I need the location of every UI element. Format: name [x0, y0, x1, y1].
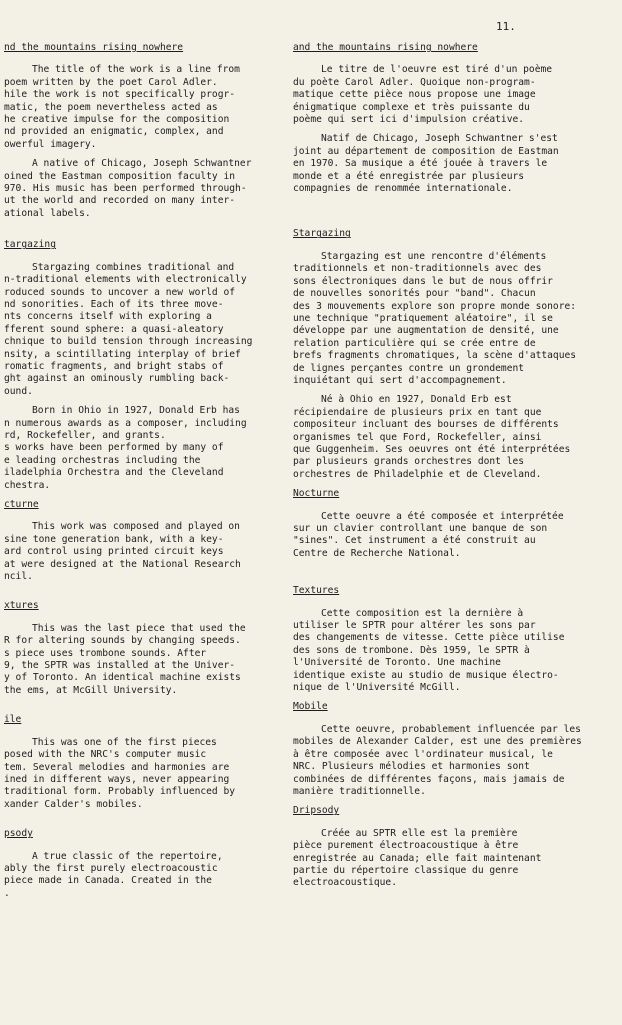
- section-stargazing-en: [4, 239, 290, 492]
- paragraph: The title of the work is a line from poem written by the poet Carol Adler. hile the work is not specifically progr- matic, the poem nevertheless acted as he creative impulse for the composition nd provided an enigmatic, complex, and owerful imagery.: [4, 64, 240, 150]
- section-heading: Nocturne: [293, 488, 340, 500]
- paragraph: Créée au SPTR elle est la première pièce purement électroacoustique à être enregistrée au Canada; elle fait maintenant partie du répertoire classique du genre electroacoustique.: [293, 827, 542, 889]
- paragraph: Né à Ohio en 1927, Donald Erb est récipiendaire de plusieurs prix en tant que compositeur incluant des bourses de différents organismes tel que Ford, Rockefeller, ainsi que Guggenheim. Ses oeuvres ont été interprétées par plusieurs grands orchestres dont les orchestres de Philadelphie et de Cleveland.: [293, 394, 571, 480]
- paragraph: A native of Chicago, Joseph Schwantner oined the Eastman composition faculty in 970. His music has been performed through- ut the world and recorded on many inter- ational labels.: [4, 158, 252, 219]
- section-stargazing-fr: [293, 228, 615, 481]
- paragraph: A true classic of the repertoire, ably the first purely electroacoustic piece made in Canada. Created in the .: [4, 850, 223, 899]
- section-heading: xtures: [4, 600, 39, 612]
- section-heading: nd the mountains rising nowhere: [4, 42, 184, 53]
- english-column: [0, 42, 290, 907]
- section-mountains-en: [4, 42, 290, 220]
- paragraph: Stargazing combines traditional and n-traditional elements with electronically roduced sounds to uncover a new world of nd sonorities. Each of its three move- nts concerns itself with exploring a fferent sound sphere: a quasi-aleatory chnique to build tension through increasing nsity, a scintillating interplay of brief romatic fragments, and bright stabs of ght against an ominously rumbling back- ound.: [4, 261, 253, 397]
- section-heading: psody: [4, 828, 33, 840]
- page-number: 11.: [496, 20, 516, 33]
- section-mobile-fr: [293, 701, 615, 798]
- paragraph: Cette oeuvre a été composée et interprétée sur un clavier controllant une banque de son "sines". Cet instrument a été construit au Centre de Recherche National.: [293, 510, 564, 559]
- section-mobile-en: [4, 714, 290, 811]
- section-dripsody-fr: [293, 805, 615, 889]
- section-heading: Mobile: [293, 701, 328, 713]
- paragraph: This was one of the first pieces posed with the NRC's computer music tem. Several melodies and harmonies are ined in different ways, never appearing traditional form. Probably influenced by xander Calder's mobiles.: [4, 736, 236, 810]
- section-textures-en: [4, 600, 290, 697]
- paragraph: This work was composed and played on sine tone generation bank, with a key- ard control using printed circuit keys at were designed at the National Research ncil.: [4, 521, 241, 583]
- paragraph: Born in Ohio in 1927, Donald Erb has n numerous awards as a composer, including rd, Rockefeller, and grants. s works have been performed by many of e leading orchestras including the iladelphia Orchestra and the Cleveland chestra.: [4, 405, 247, 491]
- section-heading: targazing: [4, 239, 56, 251]
- paragraph: Stargazing est une rencontre d'éléments traditionnels et non-traditionnels avec des sons électroniques dans le but de nous offrir de nouvelles sonorités pour "band". Chacun des 3 mouvements explore son propre monde sonore: une technique "pratiquement aléatoire", il se développe par une augmentation de densité, une relation particulière qui se crée entre de brefs fragments chromatiques, la scène d'attaques de lignes perçantes contre un grondement inquiétant qui sert d'accompagnement.: [293, 250, 577, 386]
- section-mountains-fr: [293, 42, 615, 195]
- paragraph: This was the last piece that used the R for altering sounds by changing speeds. s piece uses trombone sounds. After 9, the SPTR was installed at the Univer- y of Toronto. An identical machine exists the ems, at McGill University.: [4, 622, 246, 696]
- section-nocturne-fr: [293, 488, 615, 560]
- section-heading: Stargazing: [293, 228, 351, 240]
- section-dripsody-en: [4, 828, 290, 900]
- section-heading: cturne: [4, 499, 39, 510]
- paragraph: Le titre de l'oeuvre est tiré d'un poème du poète Carol Adler. Quoique non-program- matique cette pièce nous propose une image énigmatique complexe et très puissante du poème qui sert ici d'impulsion créative.: [293, 64, 553, 126]
- section-heading: Dripsody: [293, 805, 340, 817]
- paragraph: Cette composition est la dernière à utiliser le SPTR pour altérer les sons par des changements de vitesse. Cette pièce utilise des sons de trombone. Dès 1959, le SPTR à l'Université de Toronto. Une machine identique existe au studio de musique électro- nique de l'Université McGill.: [293, 607, 565, 694]
- paragraph: Natif de Chicago, Joseph Schwantner s'est joint au département de composition de Eastman en 1970. Sa musique a été jouée à travers le monde et a été enregistrée par plusieurs compagnies de renommée internationale.: [293, 133, 559, 195]
- section-heading: and the mountains rising nowhere: [293, 42, 478, 53]
- section-heading: Textures: [293, 585, 340, 597]
- section-nocturne-en: [4, 499, 290, 583]
- section-textures-fr: [293, 585, 615, 694]
- section-heading: ile: [4, 714, 22, 726]
- paragraph: Cette oeuvre, probablement influencée par les mobiles de Alexander Calder, est une des premières à être composée avec l'ordinateur musical, le NRC. Plusieurs mélodies et harmonies sont combinées de différentes façons, mais jamais de manière traditionnelle.: [293, 723, 582, 797]
- french-column: [293, 42, 615, 897]
